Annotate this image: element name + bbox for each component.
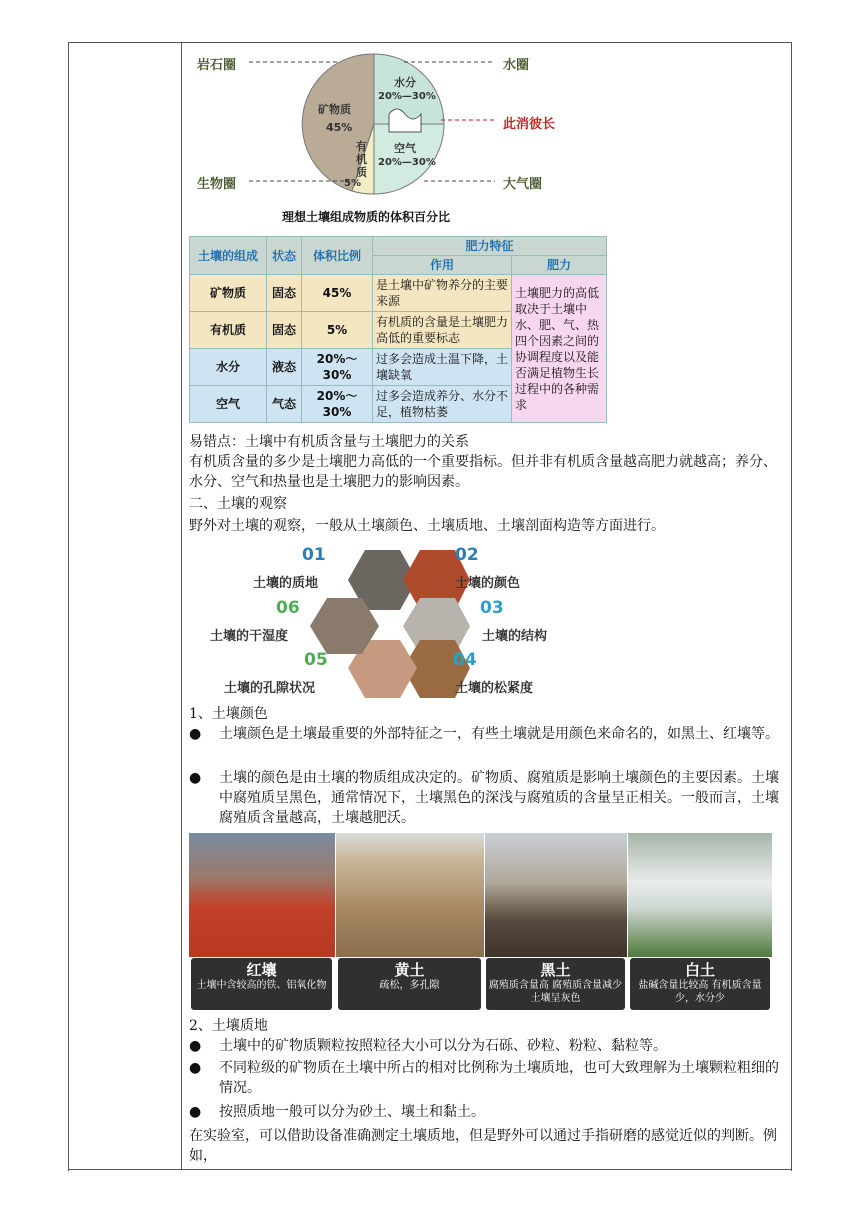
hex-label-color: 土壤的颜色 [455, 576, 521, 591]
table-row: 矿物质 固态 45% 是土壤中矿物养分的主要来源 土壤肥力的高低取决于土壤中水、肥、气、热四个因素之间的协调程度以及能否满足植物生长过程中的各种需求 [190, 275, 607, 312]
table-row: 空气 气态 20%～30% 过多会造成养分、水分不足，植物枯萎 [190, 386, 607, 423]
pie-mineral: 矿物质 [318, 103, 351, 116]
pie-organic: 有机质 [356, 140, 367, 179]
hex-num-6: 06 [276, 598, 300, 618]
photo-red-soil [189, 833, 335, 957]
header-role: 作用 [373, 256, 512, 275]
hex-label-texture: 土壤的质地 [253, 576, 319, 591]
list-item: ● 土壤中的矿物质颗粒按照粒径大小可以分为石砾、砂粒、粉粒、黏粒等。 [189, 1038, 667, 1054]
photo-black-soil [485, 833, 627, 957]
section-heading: 二、土壤的观察 [189, 496, 287, 512]
pie-air: 空气 [394, 142, 416, 155]
label-biosphere: 生物圈 [197, 177, 237, 192]
label-rock-sphere: 岩石圈 [197, 58, 237, 73]
label-balance: 此消彼长 [503, 117, 556, 132]
list-item: ● 土壤的颜色是由土壤的物质组成决定的。矿物质、腐殖质是影响土壤颜色的主要因素。土壤中腐殖质呈黑色，通常情况下，土壤黑色的深浅与腐殖质的含量呈正相关。一般而言，土壤腐殖质含量越高，土壤越肥沃。 [189, 770, 779, 826]
table-row: 水分 液态 20%～30% 过多会造成土温下降，土壤缺氧 [190, 349, 607, 386]
photo-loess [336, 833, 484, 957]
column-divider [181, 42, 182, 1170]
hex-label-structure: 土壤的结构 [482, 629, 548, 644]
hex-num-4: 04 [453, 650, 477, 670]
hex-num-2: 02 [455, 545, 479, 565]
list-item: ● 土壤颜色是土壤最重要的外部特征之一，有些土壤就是用颜色来命名的，如黑土、红壤等。 [189, 726, 779, 742]
header-composition: 土壤的组成 [190, 237, 267, 275]
fertility-note: 土壤肥力的高低取决于土壤中水、肥、气、热四个因素之间的协调程度以及能否满足植物生长过程中的各种需求 [512, 275, 607, 423]
table-row: 有机质 固态 5% 有机质的含量是土壤肥力高低的重要标志 [190, 312, 607, 349]
soil-composition-table [189, 236, 607, 423]
closing-paragraph: 在实验室，可以借助设备准确测定土壤质地，但是野外可以通过手指研磨的感觉近似的判断。例如， [189, 1128, 777, 1164]
header-state: 状态 [267, 237, 302, 275]
hex-num-1: 01 [302, 545, 326, 565]
hex-label-moisture: 土壤的干湿度 [210, 629, 289, 644]
hex-num-3: 03 [480, 598, 504, 618]
observation-hexagons [310, 548, 470, 700]
note-heading: 易错点：土壤中有机质含量与土壤肥力的关系 [189, 434, 469, 450]
figure-caption: 理想土壤组成物质的体积百分比 [282, 210, 451, 224]
soil-label-red: 红壤 土壤中含较高的铁、铝氧化物 [191, 958, 332, 1010]
header-power: 肥力 [512, 256, 607, 275]
bottom-border [68, 1169, 792, 1170]
header-ratio: 体积比例 [302, 237, 373, 275]
label-hydrosphere: 水圈 [503, 58, 530, 73]
pie-organic-pct: 5% [344, 178, 361, 189]
pie-air-pct: 20%—30% [378, 157, 436, 168]
pie-mineral-pct: 45% [326, 121, 353, 134]
list-item: ● 按照质地一般可以分为砂土、壤土和黏土。 [189, 1104, 485, 1120]
note-body: 有机质含量的多少是土壤肥力高低的一个重要指标。但并非有机质含量越高肥力就越高；养分、水分、空气和热量也是土壤肥力的影响因素。 [189, 454, 777, 490]
subheading-color: 1、土壤颜色 [189, 706, 268, 722]
hex-num-5: 05 [304, 650, 328, 670]
header-fertility: 肥力特征 [373, 237, 607, 256]
pie-water: 水分 [394, 76, 416, 89]
soil-label-loess: 黄土 疏松，多孔隙 [338, 958, 481, 1010]
hex-label-porosity: 土壤的孔隙状况 [224, 681, 316, 696]
pie-water-pct: 20%—30% [378, 91, 436, 102]
soil-label-black: 黑土 腐殖质含量高 腐殖质含量减少土壤呈灰色 [486, 958, 625, 1010]
photo-white-soil [628, 833, 772, 957]
hex-label-tightness: 土壤的松紧度 [455, 681, 534, 696]
list-item: ● 不同粒级的矿物质在土壤中所占的相对比例称为土壤质地，也可大致理解为土壤颗粒粗细的情况。 [189, 1060, 779, 1096]
section-intro: 野外对土壤的观察，一般从土壤颜色、土壤质地、土壤剖面构造等方面进行。 [189, 518, 665, 534]
label-atmosphere: 大气圈 [503, 177, 543, 192]
soil-label-white: 白土 盐碱含量比较高 有机质含量少，水分少 [630, 958, 770, 1010]
subheading-texture: 2、土壤质地 [189, 1018, 268, 1034]
